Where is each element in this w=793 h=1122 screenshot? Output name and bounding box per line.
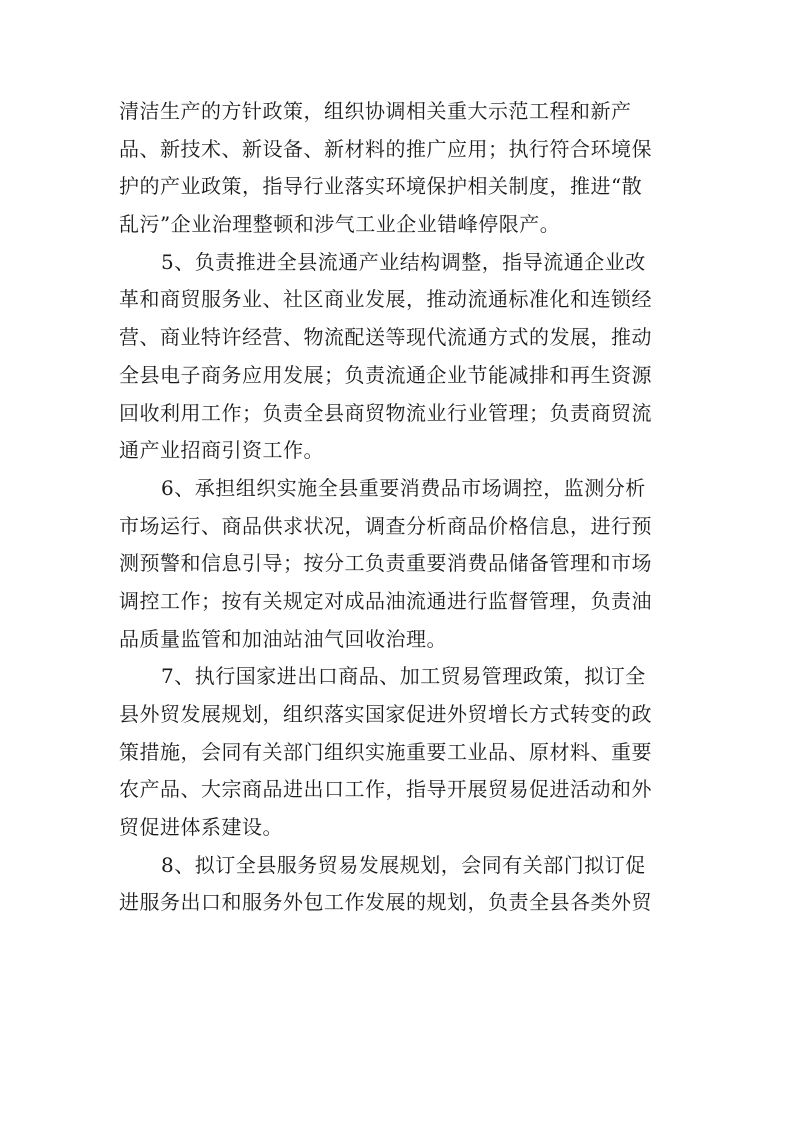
text-line: 乱污”企业治理整顿和涉气工业企业错峰停限产。 <box>119 212 561 237</box>
text-line: 进服务出口和服务外包工作发展的规划，负责全县各类外贸 <box>119 890 652 915</box>
paragraph <box>119 470 679 658</box>
text-line: 通产业招商引资工作。 <box>119 438 324 463</box>
text-line: 回收利用工作；负责全县商贸物流业行业管理；负责商贸流 <box>119 400 652 425</box>
text-line: 6、承担组织实施全县重要消费品市场调控，监测分析 <box>161 475 646 500</box>
paragraph <box>119 847 679 922</box>
text-line: 品质量监管和加油站油气回收治理。 <box>119 626 447 651</box>
text-line: 8、拟订全县服务贸易发展规划，会同有关部门拟订促 <box>161 852 646 877</box>
text-line: 5、负责推进全县流通产业结构调整，指导流通企业改 <box>161 249 646 274</box>
text-line: 策措施，会同有关部门组织实施重要工业品、原材料、重要 <box>119 739 652 764</box>
paragraph <box>119 244 679 470</box>
text-line: 调控工作；按有关规定对成品油流通进行监督管理，负责油 <box>119 588 652 613</box>
text-line: 全县电子商务应用发展；负责流通企业节能减排和再生资源 <box>119 362 652 387</box>
paragraph <box>119 93 679 244</box>
document-body <box>119 93 679 922</box>
text-line: 7、执行国家进出口商品、加工贸易管理政策，拟订全 <box>161 664 646 689</box>
text-line: 市场运行、商品供求状况，调查分析商品价格信息，进行预 <box>119 513 652 538</box>
text-line: 品、新技术、新设备、新材料的推广应用；执行符合环境保 <box>119 136 652 161</box>
text-line: 清洁生产的方针政策，组织协调相关重大示范工程和新产 <box>119 99 632 123</box>
text-line: 农产品、大宗商品进出口工作，指导开展贸易促进活动和外 <box>119 777 652 802</box>
text-line: 护的产业政策，指导行业落实环境保护相关制度，推进“散 <box>119 174 643 199</box>
text-line: 县外贸发展规划，组织落实国家促进外贸增长方式转变的政 <box>119 702 652 726</box>
text-line: 测预警和信息引导；按分工负责重要消费品储备管理和市场 <box>119 551 652 576</box>
text-line: 营、商业特许经营、物流配送等现代流通方式的发展，推动 <box>119 325 652 350</box>
text-line: 革和商贸服务业、社区商业发展，推动流通标准化和连锁经 <box>119 287 652 312</box>
text-line: 贸促进体系建设。 <box>119 815 283 840</box>
paragraph <box>119 658 679 846</box>
